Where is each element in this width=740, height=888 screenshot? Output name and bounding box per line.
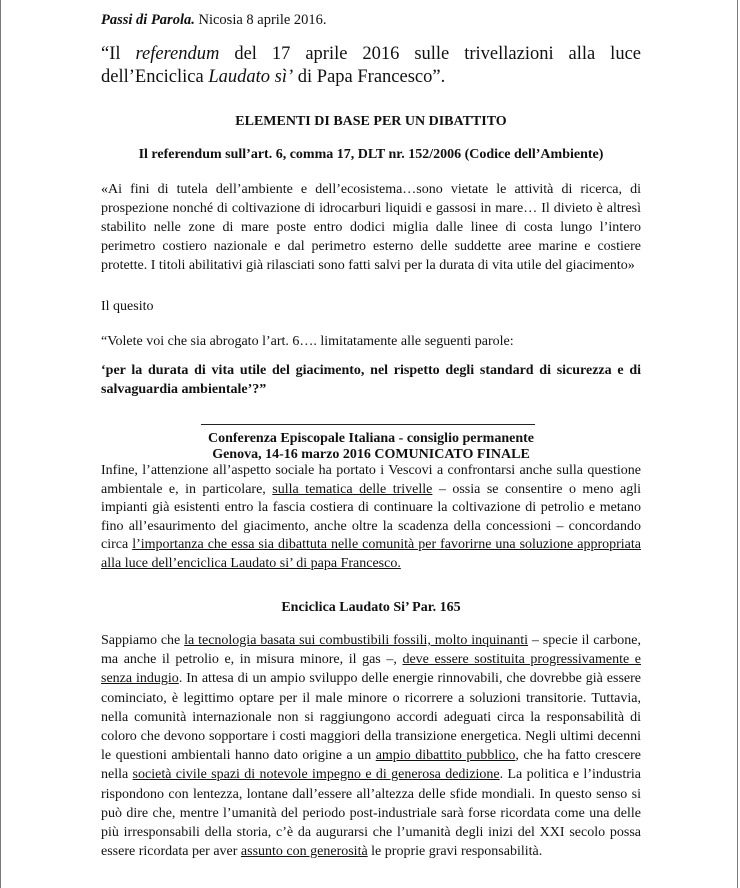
law-quote: «Ai fini di tutela dell’ambiente e dell’ecosistema…sono vietate le attività di ricerca, di prospezione nonché di coltivazione di idrocarburi liquidi e gassosi in mare… Il divieto è altresì stabilito nelle zone di mare poste entro dodici miglia dalle linee di costa lungo l’intero perimetro costiero nazionale e dal perimetro esterno delle suddette aree marine e costiere protette. I titoli abilitativi già rilasciati sono fatti salvi per la durata di vita utile del giacimento» xyxy=(101,182,641,273)
enciclica-underlined: società civile spazi di notevole impegno e di generosa dedizione xyxy=(132,767,500,783)
enciclica-underlined: la tecnologia basata sui combustibili fossili, molto inquinanti xyxy=(184,633,529,648)
cei-text: – ossia se consentire o meno agli impianti già esistenti entro la fascia costiera di continuare la coltivazione di petrolio e metano fino all’esaurimento del giacimento, anche oltre la scadenza della concessioni – concordando circa xyxy=(101,481,642,552)
enciclica-text: – specie il carbone, ma anche il petrolio e, in misura minore, il gas –, xyxy=(101,633,642,668)
title-emphasis-referendum: referendum xyxy=(135,44,220,64)
header-source: Passi di Parola. xyxy=(101,12,195,28)
cei-text: Infine, l’attenzione all’aspetto sociale ha portato i Vescovi a confrontarsi anche sulla questione ambientale e, in particolare, xyxy=(101,463,641,497)
enciclica-heading: Enciclica Laudato Si’ Par. 165 xyxy=(281,600,461,615)
enciclica-underlined: ampio dibattito pubblico xyxy=(375,748,516,764)
enciclica-underlined: assunto con generosità xyxy=(240,844,368,860)
title-text: di Papa Francesco”. xyxy=(293,67,446,87)
title-text: “Il xyxy=(101,44,136,64)
enciclica-text: le proprie gravi responsabilità. xyxy=(367,844,543,860)
section-heading: ELEMENTI DI BASE PER UN DIBATTITO xyxy=(235,114,507,129)
section-subheading: Il referendum sull’art. 6, comma 17, DLT nr. 152/2006 (Codice dell’Ambiente) xyxy=(138,147,604,162)
title-text: del 17 aprile 2016 sulle trivellazioni alla luce dell’Enciclica xyxy=(101,44,641,87)
cei-heading-line2: Genova, 14-16 marzo 2016 COMUNICATO FINALE xyxy=(212,447,530,462)
cei-underlined: l’importanza che essa sia dibattuta nelle comunità per favorirne una soluzione appropriata alla luce dell’enciclica Laudato si’ di papa Francesco. xyxy=(101,537,641,571)
cei-paragraph xyxy=(101,462,641,573)
document-header xyxy=(101,12,327,29)
enciclica-text: . In attesa di un ampio sviluppo delle energie rinnovabili, che dovrebbe già essere cominciato, è legittimo optare per il male minore o ricorrere a soluzioni transitorie. Tuttavia, nella comunità internazionale non si raggiungono accordi adeguati circa la responsabilità di coloro che devono sopportare i costi maggiori della transizione energetica. Negli ultimi decenni le questioni ambientali hanno dato origine a un xyxy=(101,671,642,764)
quesito-question: “Volete voi che sia abrogato l’art. 6…. limitatamente alle seguenti parole: xyxy=(101,334,514,349)
enciclica-text: , che ha fatto crescere nella xyxy=(101,748,641,783)
title-emphasis-laudato: Laudato sì’ xyxy=(208,67,294,87)
quesito-label: Il quesito xyxy=(101,299,154,314)
cei-underlined: sulla tematica delle trivelle xyxy=(272,481,433,497)
divider-line xyxy=(201,424,535,425)
enciclica-underlined: deve essere sostituita progressivamente e senza indugio xyxy=(101,652,641,687)
enciclica-text: Sappiamo che xyxy=(101,633,185,648)
header-place-date: Nicosia 8 aprile 2016. xyxy=(198,12,327,28)
cei-heading-line1: Conferenza Episcopale Italiana - consiglio permanente xyxy=(207,431,534,446)
enciclica-paragraph xyxy=(101,631,641,861)
enciclica-text: . La politica e l’industria rispondono con lentezza, lontane dall’essere all’altezza delle sfide mondiali. In questo senso si può dire che, mentre l’umanità del periodo post-industriale sarà forse ricordata come una delle più irresponsabili della storia, c’è da augurarsi che l’umanità degli inizi del XXI secolo possa essere ricordata per aver xyxy=(101,767,641,860)
document-title xyxy=(101,43,641,89)
quesito-words: ‘per la durata di vita utile del giacimento, nel rispetto degli standard di sicurezza e di salvaguardia ambientale’?” xyxy=(101,363,641,397)
